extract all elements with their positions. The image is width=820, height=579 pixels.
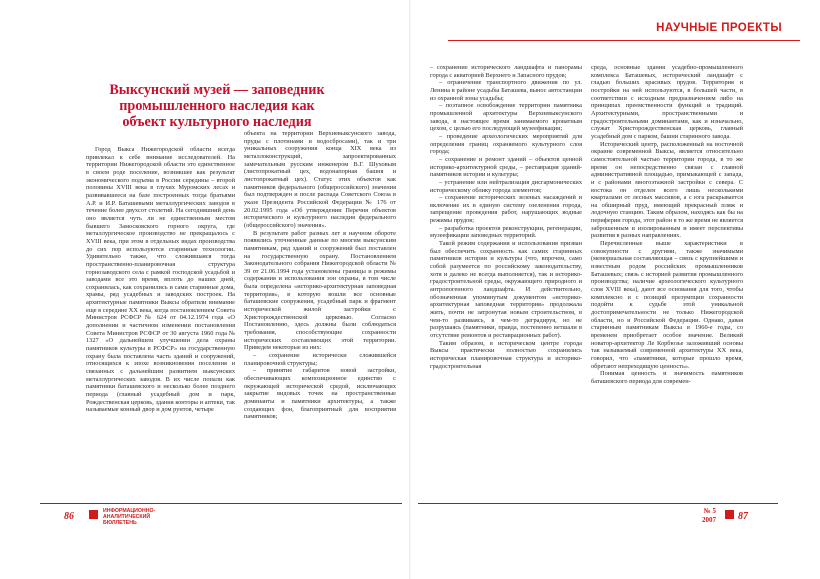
journal-name-line: ИНФОРМАЦИОННО- — [103, 508, 156, 514]
paragraph: – проведение археологических мероприятий для определения границ охраняемого культурного слоя города; — [430, 132, 582, 156]
paragraph: Понимая ценность и значимость памятников баташевского периода для современ- — [591, 370, 743, 385]
page-gutter — [409, 0, 411, 579]
text-column-3 — [430, 64, 582, 370]
text-column-1 — [86, 146, 235, 414]
header-rule — [448, 40, 800, 41]
paragraph: среда, основные здания усадебно-промышленного комплекса Баташевых, исторический ландшафт с гладью больших красивых прудов. Территория и постройки на ней используются, в большей части, в соответствии с исходным предназначением либо на принципах преемственности функций и традиций. Архитектурными, пространственными и градостроительными доминантами, как и изначально, служат Христорождественская церковь, главный усадебный дом с парком, башни старинного завода. — [591, 64, 743, 140]
folio-marker-left — [89, 510, 98, 519]
page-number-left: 86 — [64, 511, 74, 522]
paragraph: – сохранение исторического ландшафта и панорамы города с акваторией Верхнего и Запасного прудов; — [430, 64, 582, 79]
footer-rule-left — [40, 503, 402, 504]
article-title: Выксунский музей — заповедник промышленного наследия как объект культурного наследия — [109, 82, 325, 130]
paragraph: – поэтапное освобождение территории памятника промышленной архитектуры Верхневыксунского завода, в настоящее время занимаемого кроватным цехом, с целью его последующей музеефикации; — [430, 102, 582, 133]
paragraph: Перечисленные выше характеристики в совокупности с другими, также значимыми (мемориальная составляющая – связь с крупнейшими и известным родом российских промышленников Баташевых; связь с историей развития промышленного производства; наличие археологического культурного слоя XVIII века), дают все основания для того, чтобы комплексно и с позиций презумпции сохранности подойти к судьбе этой уникальной достопримечательности не только Нижегородской области, но и Российской Федерации. Однако, давая старинным памятникам Выксы в 1960-е годы, со временем приобретает особое значение. Великий новатор-архитектор Ле Корбюзье заложивший основы так называемый современной архитектуры XX века, говорил, что «памятники, которые прошло время, обретают непреходящую ценность». — [591, 240, 743, 370]
footer-rule-right — [418, 503, 778, 504]
paragraph: – сохранение исторически сложившейся планировочной структуры; — [244, 352, 396, 367]
paragraph: Исторический центр, расположенный на восточной окраине современной Выксы, является относительно самостоятельной частью территории города, в то же время он непосредственно связан с главной административной площадью, примыкающей с запада, и с районами многоэтажной застройки с севера. С востока он отделен всего лишь несколькими кварталами от лесных массивов, а с юга раскрывается на обширный пруд, имеющий прекрасный пляж и лодочную станцию. Таким образом, находясь как бы на периферии города, этот район в то же время не является заброшенным и изолированным и имеет перспективы развития в разных направлениях. — [591, 140, 743, 240]
paragraph: – ограничение транспортного движения по ул. Ленина в районе усадьбы Баташева, вынос автостанции из охранной зоны усадьбы; — [430, 79, 582, 102]
paragraph: объекта на территории Верхневыксунского завода, пруды с плотинами и водосбросами), так и три уникальных сооружения конца XIX века из металлоконструкций, запроектированных замечательным русским инженером В.Г. Шуховым (листопрокатный цех, водонапорная башня и листопрокатный цех). Статус этих объектов как памятников федерального (общероссийского) значения был подтвержден и после распада Советского Союза в указе Президента Российской Федерации № 176 от 20.02.1995 года «Об утверждении Перечня объектов исторического и культурного наследия федерального (общероссийского) значения». — [244, 130, 396, 229]
issue-info — [702, 507, 716, 524]
paragraph: – сохранение и ремонт зданий – объектов ценной историко-архитектурной среды, – реставрация зданий-памятников истории и культуры; — [430, 155, 582, 179]
journal-name-line: АНАЛИТИЧЕСКИЙ — [103, 514, 151, 521]
paragraph: – устранение или нейтрализация дисгармонических историческому облику города элементов; — [430, 178, 582, 194]
paragraph: – принятие габаритов новой застройки, обеспечивающих композиционное единство с окружающей исторической средой, исключающих закрытие видовых точек на пространственные доминанты и памятники архитектуры, а также создающих фон, благоприятный для восприятия памятников; — [244, 367, 396, 421]
text-column-2 — [244, 130, 396, 421]
paragraph: В результате работ разных лет в научном обороте появились уточненные данные по многим выксунским памятникам, ряд зданий и сооружений был поставлен на государственную охрану. Постановлением Законодательного собрания Нижегородской области № 39 от 21.06.1994 года установлены границы и режимы содержания и использования зон охраны, в том числе была определена «историко-архитектурная заповедная территория», в которую вошли все основные баташевские сооружения, усадебный парк и фрагмент исторической жилой застройки с Христорождественской церковью. Согласно Постановлению, здесь должны были соблюдаться требования, способствующие сохранности исторических составляющих этой территории. Приведем некоторые из них: — [244, 229, 396, 352]
text-column-4 — [591, 64, 743, 386]
section-header: НАУЧНЫЕ ПРОЕКТЫ — [656, 22, 782, 34]
journal-name — [103, 508, 155, 526]
issue-year: 2007 — [702, 515, 716, 524]
paragraph: – разработка проектов реконструкции, регенерации, музеефикации заповедных территорий. — [430, 224, 582, 240]
paragraph: Такой режим содержания и использования призван был обеспечить сохранность как самих старинных памятников истории и культуры (что, впрочем, само собой разумеется по российскому законодательству, хотя и далеко не всегда выполняется), так и историко-градостроительной среды, окружающего природного и антропогенного ландшафта. И действительно, обозначенная упоминутым документом «историко-архитектурная заповедная территория» продолжала жить, почти не затронутая новым строительством, в чем-то развиваясь, в чем-то деградируя, но не разрушаясь (памятники, правда, постепенно ветшали в отсутствие ремонтов и реставрационных работ). — [430, 240, 582, 339]
paragraph: – сохранение исторических зеленых насаждений и включение их в единую систему озеленения города, запрещение проведения работ, нарушающих водные режимы прудов; — [430, 194, 582, 225]
paragraph: Таким образом, в историческом центре города Выксы практически полностью сохранились историческая планировочная структура и историко-градостроительная — [430, 339, 582, 370]
page-number-right: 87 — [738, 511, 748, 522]
journal-name-line: БЮЛЛЕТЕНЬ — [103, 520, 137, 527]
issue-number: № 5 — [703, 507, 716, 515]
folio-marker-right — [725, 510, 734, 519]
paragraph: Город Выкса Нижегородской области всегда привлекал к себе внимание исследователей. На территории Нижегородской области это единственное в своем роде поселение, возникшее как результат экономического подъема в России середины – второй половины XVIII века в глухих Муромских лесах и развивавшееся на базе построенных тогда братьями А.Р. и И.Р. Баташевыми металлургических заводов в течение более двухсот столетий. На сегодняшний день оно является чуть ли не единственным местом бывшего Замосковского горного округа, где металлургическое производство не прекращалось с XVIII века, при этом в отдельных видах производства до сих пор используются старинные технологии. Удивительно также, что сложившаяся тогда пространственно-планировочная структура горнозаводского села с рамкой господской усадьбой и заводами все это время, вплоть до наших дней, сохранилась, как сохранились и сами старинные дома, храмы, ряд усадебных и заводских построек. На архитектурные памятники Выксы обратили внимание еще в середине XX века, когда постановлением Совета Министров РСФСР № 624 от 04.12.1974 года «О дополнении и частичном изменении постановления Совета Министров РСФСР от 30 августа 1960 года № 1327 «О дальнейшем улучшении дела охраны памятников культуры в РСФСР» на государственную охрану была поставлена часть зданий и сооружений, относящихся к эпохе возникновения поселения и связанных с дальнейшим развитием выксунских металлургических заводов. В их числе попали как памятники баташевского и несколько более позднего периода (главный усадебный дом и парк, Рождественская церковь, здания конторы и аптеки, так называемые конный двор и дом рунтов, четыре — [86, 146, 235, 414]
